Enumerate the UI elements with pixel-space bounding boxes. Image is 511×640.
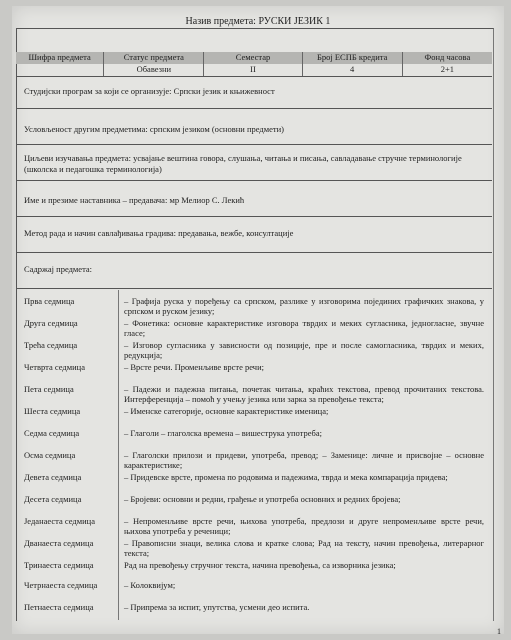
value-ects: 4 bbox=[303, 64, 403, 76]
column-divider bbox=[118, 290, 119, 620]
course-title: Назив предмета: РУСКИ ЈЕЗИК 1 bbox=[185, 16, 331, 27]
teacher-section: Име и презиме наставника – предавача: мр Мелиор С. Лекић bbox=[24, 195, 245, 205]
week-content: Рад на превођењу стручног текста, начина превођења, са изворника језика; bbox=[124, 560, 396, 570]
header-code: Шифра предмета bbox=[16, 52, 104, 64]
week-label: Једанаеста седмица bbox=[24, 516, 95, 526]
program-section: Студијски програм за који се организује: Српски језик и књижевност bbox=[24, 86, 275, 96]
week-content: – Изговор сугласника у зависности од позиције, пре и после самогласника, тврдих и меких, редукција; bbox=[124, 340, 484, 360]
value-code bbox=[16, 64, 104, 76]
week-label: Шеста седмица bbox=[24, 406, 81, 416]
week-content: – Придевске врсте, промена по родовима и падежима, тврда и мека компарација придева; bbox=[124, 472, 448, 482]
divider bbox=[16, 180, 492, 181]
week-content: – Колоквијум; bbox=[124, 580, 176, 590]
week-label: Пета седмица bbox=[24, 384, 74, 394]
week-label: Дванаеста седмица bbox=[24, 538, 94, 548]
week-label: Девета седмица bbox=[24, 472, 82, 482]
header-ects: Број ЕСПБ кредита bbox=[303, 52, 403, 64]
week-content: – Глаголи – глаголска времена – вишеструка употреба; bbox=[124, 428, 322, 438]
week-label: Друга седмица bbox=[24, 318, 78, 328]
week-label: Десета седмица bbox=[24, 494, 82, 504]
header-hours: Фонд часова bbox=[424, 52, 471, 62]
value-hours: 2+1 bbox=[440, 64, 455, 74]
week-content: – Правописни знаци, велика слова и кратке слова; Рад на тексту, начин превођења, литерарног текста; bbox=[124, 538, 484, 558]
method-section: Метод рада и начин савлађивања градива: предавања, вежбе, консултације bbox=[24, 228, 294, 238]
week-content: – Непроменљиве врсте речи, њихова употреба, предлози и друге непроменљиве врсте речи, њихова употреба у реченици; bbox=[124, 516, 484, 536]
divider bbox=[16, 216, 492, 217]
header-semester: Семестар bbox=[204, 52, 302, 64]
week-label: Петнаеста седмица bbox=[24, 602, 94, 612]
week-content: – Графија руска у поређењу са српском, разлике у изговорима појединих графичких знакова, у српском и руском језику; bbox=[124, 296, 484, 316]
prerequisite-section: Условљеност другим предметима: српским језиком (основни предмети) bbox=[24, 124, 284, 134]
goals-section: Циљеви изучавања предмета: усвајање вештина говора, слушања, читања и писања, савладавање стручне терминологије (школска и педагошка терминологија) bbox=[24, 153, 462, 174]
divider bbox=[16, 252, 492, 253]
week-label: Трећа седмица bbox=[24, 340, 78, 350]
week-label: Осма седмица bbox=[24, 450, 76, 460]
value-status: Обавезни bbox=[104, 64, 204, 76]
week-content: – Именске сатегорије, основне карактеристике именица; bbox=[124, 406, 329, 416]
week-label: Четврта седмица bbox=[24, 362, 85, 372]
divider bbox=[16, 288, 492, 289]
header-status: Статус предмета bbox=[104, 52, 204, 64]
info-header-row bbox=[16, 52, 492, 64]
week-label: Тринаеста седмица bbox=[24, 560, 94, 570]
value-semester: II bbox=[204, 64, 302, 76]
week-content: – Припрема за испит, упутства, усмени део испита. bbox=[124, 602, 310, 612]
week-content: – Врсте речи. Променљиве врсте речи; bbox=[124, 362, 264, 372]
week-label: Прва седмица bbox=[24, 296, 75, 306]
week-content: – Фонетика: основне карактеристике изговора тврдих и меких сугласника, једногласне, звучне гласе; bbox=[124, 318, 484, 338]
content-label: Садржај предмета: bbox=[24, 264, 93, 274]
week-content: – Падежи и падежна питања, почетак читања, краћих текстова, превод прочитаних текстова. Интерференција – помоћ у учењу језика или заркa за превођење текста; bbox=[124, 384, 484, 404]
week-label: Седма седмица bbox=[24, 428, 80, 438]
week-label: Четрнаеста седмица bbox=[24, 580, 98, 590]
week-content: – Бројеви: основни и редни, грађење и употреба основних и редних бројева; bbox=[124, 494, 401, 504]
divider bbox=[16, 144, 492, 145]
week-content: – Глаголски прилози и придеви, употреба, превод; – Заменице: личне и присвојне – основне карактеристике; bbox=[124, 450, 484, 470]
page-number: 1 bbox=[497, 627, 501, 636]
info-values-row bbox=[16, 64, 492, 77]
divider bbox=[16, 108, 492, 109]
